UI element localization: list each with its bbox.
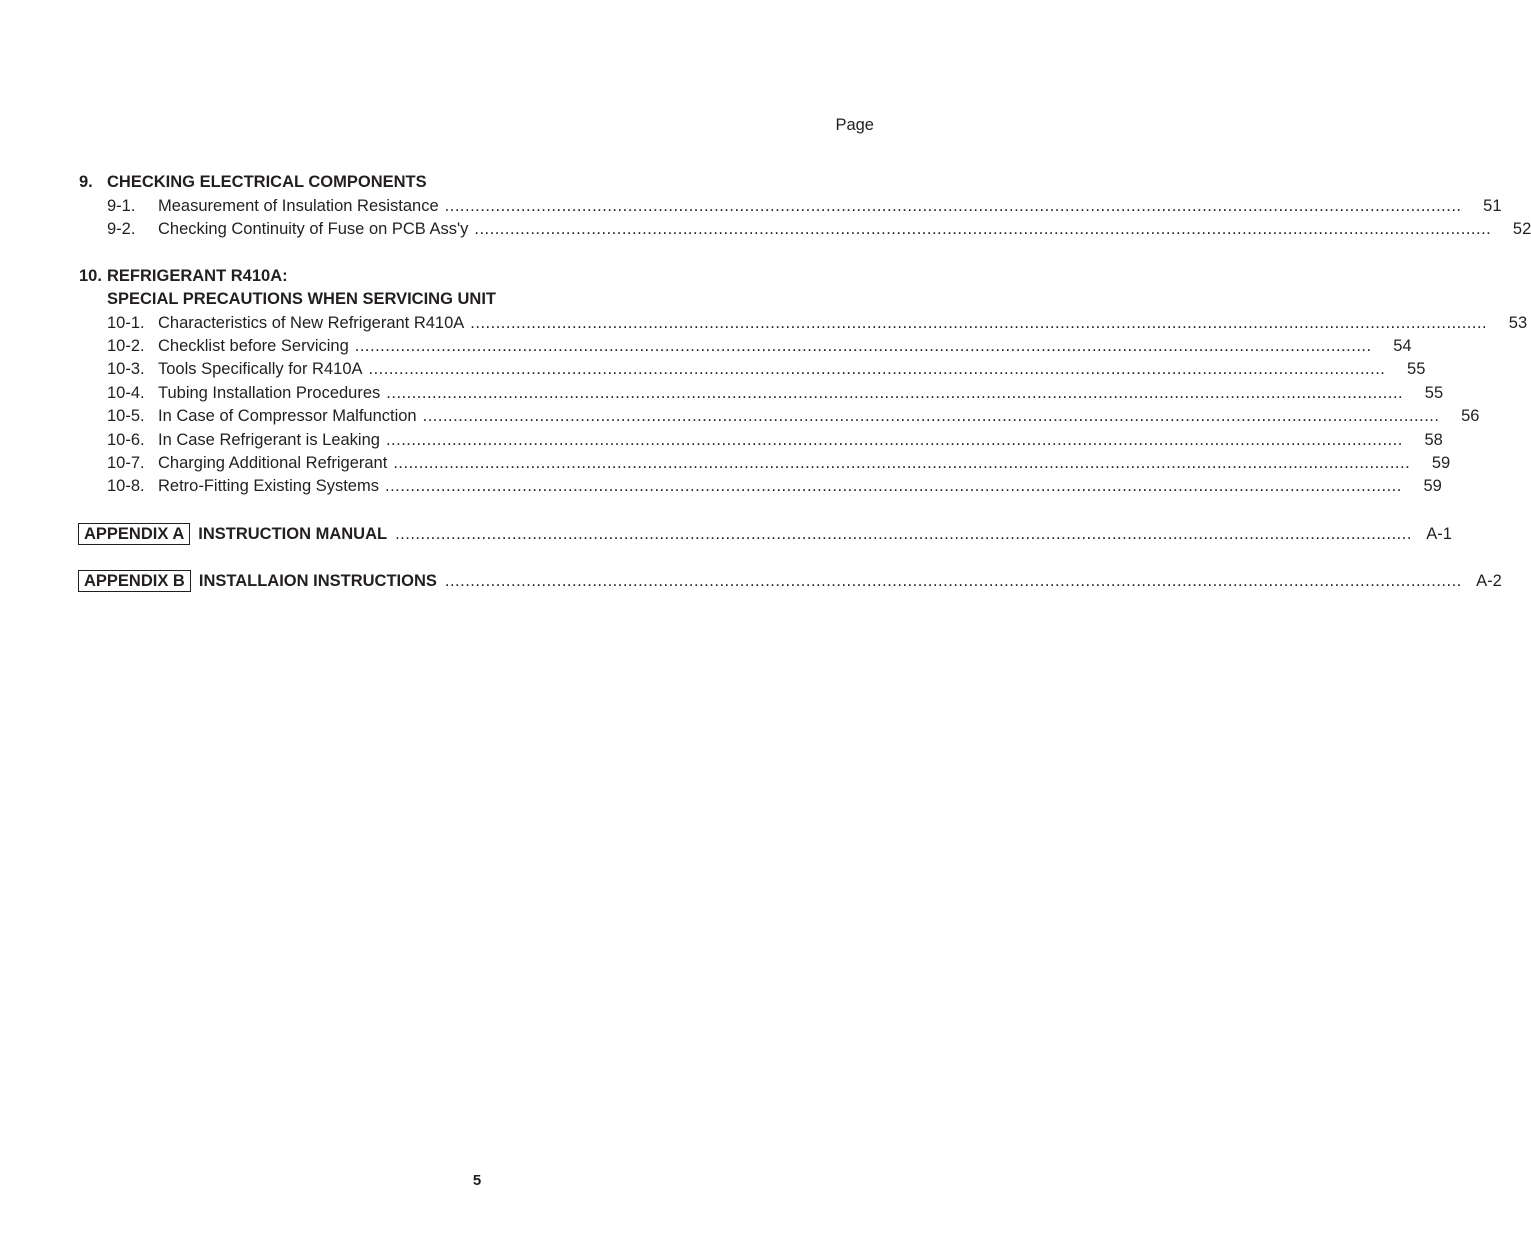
page-number: 5 bbox=[472, 1172, 482, 1189]
entry-page: 59 bbox=[1423, 477, 1442, 495]
section-number: 9. bbox=[79, 173, 93, 191]
toc-entry-10-1[interactable] bbox=[107, 314, 1528, 336]
entry-number: 10-1. bbox=[107, 314, 145, 332]
entry-number: 10-3. bbox=[107, 360, 145, 378]
entry-number: 10-4. bbox=[107, 384, 145, 402]
toc-entry-10-6[interactable] bbox=[107, 431, 1443, 453]
entry-title: Measurement of Insulation Resistance bbox=[158, 197, 439, 215]
entry-title: Tools Specifically for R410A bbox=[158, 360, 363, 378]
toc-entry-10-2[interactable] bbox=[107, 337, 1412, 359]
entry-number: 10-5. bbox=[107, 407, 145, 425]
entry-page: 51 bbox=[1483, 197, 1502, 215]
entry-page: 55 bbox=[1407, 360, 1426, 378]
entry-number: 10-8. bbox=[107, 477, 145, 495]
entry-page: 52 bbox=[1512, 220, 1531, 238]
toc-entry-10-7[interactable] bbox=[107, 454, 1451, 476]
entry-number: 10-7. bbox=[107, 454, 145, 472]
toc-entry-appendix-a[interactable] bbox=[78, 523, 1452, 547]
appendix-title: INSTRUCTION MANUAL bbox=[198, 525, 388, 543]
entry-page: 56 bbox=[1461, 407, 1480, 425]
entry-title: Checking Continuity of Fuse on PCB Ass'y bbox=[158, 220, 469, 238]
dot-leader: ........................................................................................................................................................................................................ bbox=[474, 220, 1492, 238]
appendix-label-box: APPENDIX A bbox=[78, 523, 190, 545]
toc-entry-10-8[interactable] bbox=[107, 477, 1442, 499]
entry-page: 53 bbox=[1508, 314, 1528, 332]
entry-number: 9-2. bbox=[107, 220, 136, 238]
section-heading-10 bbox=[79, 267, 288, 286]
entry-title: Retro-Fitting Existing Systems bbox=[158, 477, 379, 495]
entry-page: 59 bbox=[1431, 454, 1451, 472]
entry-number: 10-2. bbox=[107, 337, 145, 355]
toc-entry-10-4[interactable] bbox=[107, 384, 1444, 406]
entry-title: Charging Additional Refrigerant bbox=[158, 454, 388, 472]
entry-title: Checklist before Servicing bbox=[158, 337, 349, 355]
toc-entry-9-2[interactable] bbox=[107, 220, 1531, 242]
appendix-title: INSTALLAION INSTRUCTIONS bbox=[198, 572, 437, 590]
entry-title: In Case of Compressor Malfunction bbox=[158, 407, 417, 425]
dot-leader: ........................................................................................................................................................................................................ bbox=[422, 407, 1440, 425]
toc-entry-appendix-b[interactable] bbox=[78, 570, 1502, 594]
entry-page: 58 bbox=[1424, 431, 1443, 449]
dot-leader: ........................................................................................................................................................................................................ bbox=[354, 337, 1372, 355]
page-column-label: Page bbox=[835, 116, 874, 134]
dot-leader: ........................................................................................................................................................................................................ bbox=[470, 314, 1488, 332]
entry-number: 9-1. bbox=[107, 197, 136, 215]
section-title: REFRIGERANT R410A: bbox=[107, 267, 288, 285]
section-subtitle-10: SPECIAL PRECAUTIONS WHEN SERVICING UNIT bbox=[107, 290, 497, 308]
dot-leader: ........................................................................................................................................................................................................ bbox=[444, 572, 1462, 590]
entry-page: 55 bbox=[1424, 384, 1444, 402]
toc-entry-10-5[interactable] bbox=[107, 407, 1480, 429]
dot-leader: ........................................................................................................................................................................................................ bbox=[368, 360, 1386, 378]
section-heading-9 bbox=[79, 173, 427, 192]
dot-leader: ........................................................................................................................................................................................................ bbox=[444, 197, 1462, 215]
entry-title: In Case Refrigerant is Leaking bbox=[158, 431, 380, 449]
dot-leader: ........................................................................................................................................................................................................ bbox=[384, 477, 1402, 495]
section-number: 10. bbox=[79, 267, 102, 285]
dot-leader: ........................................................................................................................................................................................................ bbox=[393, 454, 1411, 472]
appendix-page: A-2 bbox=[1476, 572, 1502, 590]
dot-leader: ........................................................................................................................................................................................................ bbox=[395, 525, 1412, 543]
entry-title: Characteristics of New Refrigerant R410A bbox=[158, 314, 465, 332]
dot-leader: ........................................................................................................................................................................................................ bbox=[386, 384, 1404, 402]
toc-entry-10-3[interactable] bbox=[107, 360, 1426, 382]
section-title: CHECKING ELECTRICAL COMPONENTS bbox=[107, 173, 427, 191]
entry-page: 54 bbox=[1393, 337, 1412, 355]
appendix-label-box: APPENDIX B bbox=[78, 570, 191, 592]
entry-title: Tubing Installation Procedures bbox=[158, 384, 381, 402]
dot-leader: ........................................................................................................................................................................................................ bbox=[385, 431, 1403, 449]
toc-entry-9-1[interactable] bbox=[107, 197, 1502, 219]
appendix-page: A-1 bbox=[1426, 525, 1452, 543]
entry-number: 10-6. bbox=[107, 431, 145, 449]
